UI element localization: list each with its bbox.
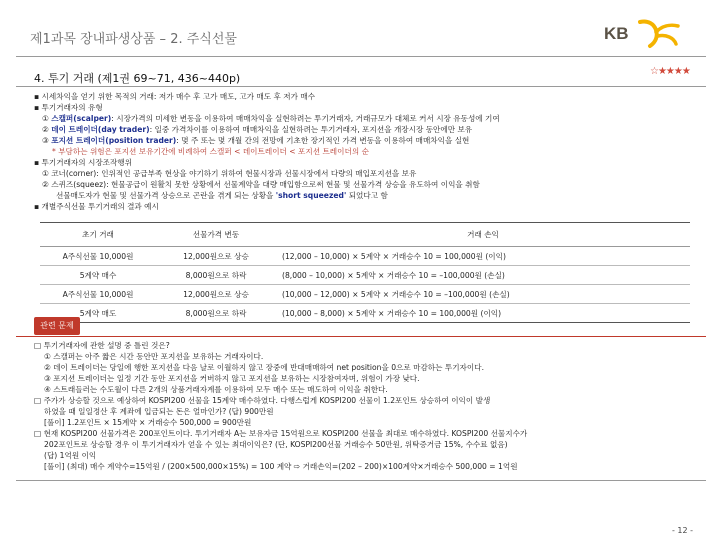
footer-divider xyxy=(16,480,706,481)
question-3-solution: [풀이] (최대) 매수 계약수=15억원 / (200×500,000×15%) = 100 계약 ⇨ 거래손익=(202 – 200)×100계약×거래승수 500,000 = 1억원 xyxy=(44,462,518,471)
question-2: □ 주가가 상승할 것으로 예상하여 KOSPI200 선물을 15계약 매수하였다. 다행스럽게 KOSPI200 선물이 1.2포인트 상승하여 이익이 발생 xyxy=(34,396,491,405)
type-desc: : 일중 가격차이를 이용하여 매매차익을 실현하려는 투기거래자, 포지션을 개장시장 동안에만 보유 xyxy=(149,125,473,134)
table-cell: 5계약 매수 xyxy=(40,266,156,285)
related-divider xyxy=(16,336,706,337)
table-cell: (8,000 – 10,000) × 5계약 × 거래승수 10 = –100,000원 (손실) xyxy=(276,266,690,285)
table-cell: (10,000 – 8,000) × 5계약 × 거래승수 10 = 100,000원 (이익) xyxy=(276,304,690,323)
page-number: - 12 - xyxy=(672,526,694,535)
question-1-option: ④ 스트래들러는 수도월이 다른 2개의 상품거래자계를 이용하여 모두 매수 또는 매도하여 이익을 취한다. xyxy=(44,385,388,394)
type-desc: : 시장가격의 미세한 변동을 이용하여 매매차익을 실현하려는 투기거래자, 거래규모가 대체로 커서 시장 유동성에 기여 xyxy=(111,114,500,123)
column-header: 초기 거래 xyxy=(40,223,156,247)
risk-note: * 부담하는 위험은 포지션 보유기간에 비례하여 스캘퍼 < 데이트레이더 < 포지션 트레이더의 순 xyxy=(52,147,369,156)
table-cell: (12,000 – 10,000) × 5계약 × 거래승수 10 = 100,000원 (이익) xyxy=(276,247,690,266)
squeeze-text-after: 되었다고 함 xyxy=(346,191,388,200)
question-3-answer: (답) 1억원 이익 xyxy=(44,451,97,460)
manipulation-squeeze-cont xyxy=(56,190,388,201)
table-header-row xyxy=(40,223,690,247)
bullet-manipulation: ▪ 투기거래자의 시장조작행위 xyxy=(34,158,132,167)
page-header-title: 제1과목 장내파생상품 – 2. 주식선물 xyxy=(30,32,237,47)
bullet-example: ▪ 개별주식선물 투기거래의 결과 예시 xyxy=(34,202,159,211)
manipulation-squeeze: ② 스퀴즈(squeez): 현물공급이 원활치 못한 상황에서 선물계약을 대량 매입함으로써 현물 및 선물가격 상승을 유도하여 이익을 취함 xyxy=(42,180,480,189)
table-cell: 12,000원으로 상승 xyxy=(156,285,276,304)
type-position-trader xyxy=(42,135,469,146)
squeeze-text-before: 선물매도자가 현물 및 선물가격 상승으로 곤란을 겪게 되는 상황을 xyxy=(56,191,276,200)
type-day-trader xyxy=(42,124,472,135)
type-num: ① xyxy=(42,114,49,123)
manipulation-corner: ① 코너(corner): 인위적인 공급부족 현상을 야기하기 위하여 현물시장과 선물시장에서 다량의 매입포지션을 보유 xyxy=(42,169,417,178)
related-problems-label: 관련 문제 xyxy=(34,317,80,335)
table-cell: 8,000원으로 하락 xyxy=(156,266,276,285)
section-title: 4. 투기 거래 (제1권 69~71, 436~440p) xyxy=(34,72,241,85)
kb-star-logo-icon xyxy=(634,18,694,52)
bullet-types: ▪ 투기거래자의 유형 xyxy=(34,103,103,112)
header-divider xyxy=(16,56,706,57)
type-name-position-trader: 포지션 트레이더(position trader) xyxy=(51,136,177,145)
table-cell: 12,000원으로 상승 xyxy=(156,247,276,266)
table-row xyxy=(40,266,690,285)
type-num: ② xyxy=(42,125,49,134)
bullet-purpose: ▪ 시세차익을 얻기 위한 목적의 거래: 저가 매수 후 고가 매도, 고가 매도 후 저가 매수 xyxy=(34,92,316,101)
column-header: 거래 손익 xyxy=(276,223,690,247)
question-1-option: ① 스캘퍼는 아주 짧은 시간 동안만 포지션을 보유하는 거래자이다. xyxy=(44,352,264,361)
table-cell: (10,000 – 12,000) × 5계약 × 거래승수 10 = –100,000원 (손실) xyxy=(276,285,690,304)
table-cell: 5계약 매도 xyxy=(40,304,156,323)
column-header: 선물가격 변동 xyxy=(156,223,276,247)
type-name-scalper: 스캘퍼(scalper) xyxy=(51,114,112,123)
question-2-cont: 하였을 때 일일정산 후 계좌에 입금되는 돈은 얼마인가? (답) 900만원 xyxy=(44,407,274,416)
type-desc: : 몇 주 또는 몇 개월 간의 전망에 기초한 장기적인 가격 변동을 이용하여 매매차익을 실현 xyxy=(176,136,470,145)
question-2-solution: [풀이] 1.2포인트 × 15계약 × 거래승수 500,000 = 900만원 xyxy=(44,418,252,427)
kb-logo-text: KB xyxy=(604,24,629,43)
type-scalper xyxy=(42,113,500,124)
table-cell: A주식선물 10,000원 xyxy=(40,247,156,266)
table-row xyxy=(40,247,690,266)
trade-result-table xyxy=(40,222,690,323)
table-cell: 8,000원으로 하락 xyxy=(156,304,276,323)
question-1-option: ② 데이 트레이더는 당일에 행한 포지션을 다음 날로 이월하지 않고 장중에 반대매매하여 net position을 0으로 마감하는 투기자이다. xyxy=(44,363,484,372)
question-3-cont: 202포인트로 상승할 경우 이 투기거래자가 얻을 수 있는 최대이익은? (단, KOSPI200선물 거래승수 50만원, 위탁증거금 15%, 수수료 없음) xyxy=(44,440,508,449)
question-1: □ 투기거래자에 관한 설명 중 틀린 것은? xyxy=(34,341,170,350)
table-cell: A주식선물 10,000원 xyxy=(40,285,156,304)
type-name-day-trader: 데이 트레이더(day trader) xyxy=(51,125,150,134)
question-1-option: ③ 포지션 트레이더는 일정 기간 동안 포지션을 커버하지 않고 포지션을 보유하는 시장참여자며, 위험이 가장 낮다. xyxy=(44,374,420,383)
question-3: □ 현재 KOSPI200 선물가격은 200포인트이다. 투기거래자 A는 보유자금 15억원으로 KOSPI200 선물을 최대로 매수하였다. KOSPI200 선물지수가 xyxy=(34,429,528,438)
table-row xyxy=(40,285,690,304)
type-num: ③ xyxy=(42,136,49,145)
importance-rating: ☆★★★★ xyxy=(650,66,690,77)
section-divider xyxy=(16,86,706,87)
table-row xyxy=(40,304,690,323)
kb-logo xyxy=(604,18,694,50)
short-squeezed-term: 'short squeezed' xyxy=(275,191,347,200)
